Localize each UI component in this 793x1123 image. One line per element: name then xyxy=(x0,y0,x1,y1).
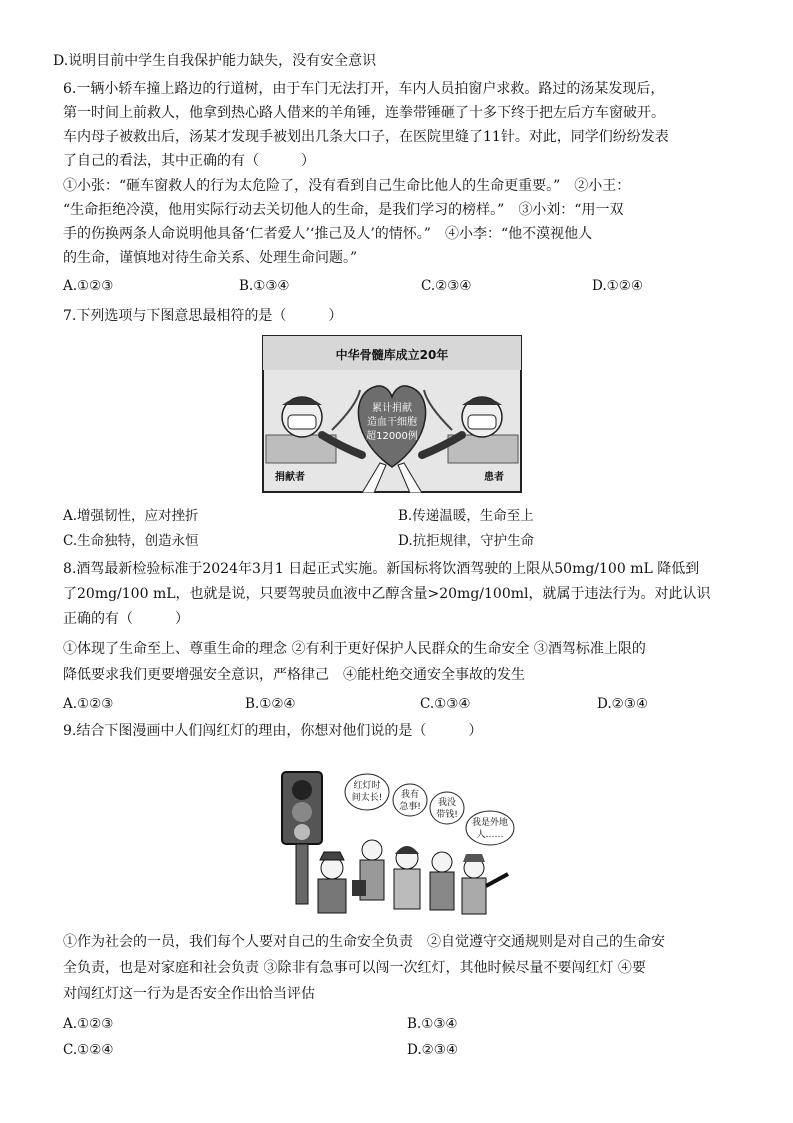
cartoon-title: 中华骨髓库成立20年 xyxy=(335,348,449,362)
q9-stem: 9.结合下图漫画中人们闯红灯的理由，你想对他们说的是（ ） xyxy=(63,723,483,739)
q6-statement-line: 的生命，谨慎地对待生命关系、处理生命问题。” xyxy=(63,250,358,266)
q7-option-d[interactable]: D.抗拒规律，守护生命 xyxy=(398,533,535,549)
svg-text:我没: 我没 xyxy=(437,798,457,808)
svg-text:急事!: 急事! xyxy=(399,802,421,812)
q6-statement-line: ①小张：“砸车窗救人的行为太危险了，没有看到自己生命比他人的生命更重要。” ②小王： xyxy=(63,178,631,194)
speech-bubble xyxy=(393,784,427,816)
q7-option-c[interactable]: C.生命独特，创造永恒 xyxy=(63,533,199,549)
q6-stem-line: 车内母子被救出后，汤某才发现手被划出几条大口子，在医院里缝了11针。对此，同学们纷纷发表 xyxy=(63,129,669,145)
q6-stem-line: 了自己的看法，其中正确的有（ ） xyxy=(63,153,315,169)
q8-stem-line: 8.酒驾最新检验标准于2024年3月1 日起正式实施。新国标将饮酒驾驶的上限从50mg/100 mL 降低到 xyxy=(63,561,700,577)
q8-statement-line: ①体现了生命至上、尊重生命的理念 ②有利于更好保护人民群众的生命安全 ③酒驾标准上限的 xyxy=(63,641,646,657)
q8-statement-line: 降低要求我们更要增强安全意识，严格律己 ④能杜绝交通安全事故的发生 xyxy=(63,667,525,683)
heart-text-line: 超12000例 xyxy=(366,431,418,442)
q8-option-b[interactable]: B.①②④ xyxy=(245,696,296,712)
svg-text:带钱!: 带钱! xyxy=(436,810,458,820)
speech-bubble xyxy=(466,811,514,845)
q8-stem-line: 了20mg/100 mL，也就是说，只要驾驶员血液中乙醇含量>20mg/100ml，就属于违法行为。对此认识 xyxy=(63,586,711,602)
svg-text:我有: 我有 xyxy=(400,790,420,800)
q6-option-b[interactable]: B.①③④ xyxy=(239,278,290,294)
q6-statement-line: “生命拒绝冷漠，他用实际行动去关切他人的生命，是我们学习的榜样。” ③小刘：“用一双 xyxy=(63,202,624,218)
q6-statement-line: 手的伤换两条人命说明他具备‘仁者爱人’‘推己及人’的情怀。” ④小李：“他不漠视他人 xyxy=(63,226,593,242)
svg-text:人……: 人…… xyxy=(476,830,504,840)
q8-option-c[interactable]: C.①③④ xyxy=(420,696,471,712)
q9-statement-line: 对闯红灯这一行为是否安全作出恰当评估 xyxy=(63,986,315,1002)
prev-question-option-d: D.说明目前中学生自我保护能力缺失，没有安全意识 xyxy=(53,53,377,69)
q8-stem-line: 正确的有（ ） xyxy=(63,611,189,627)
pedestrian-icon xyxy=(394,846,420,909)
q7-stem: 7.下列选项与下图意思最相符的是（ ） xyxy=(63,308,343,324)
q9-statement-line: 全负责，也是对家庭和社会负责 ③除非有急事可以闯一次红灯，其他时候尽量不要闯红灯 ④要 xyxy=(63,960,646,976)
q7-option-b[interactable]: B.传递温暖，生命至上 xyxy=(398,508,534,524)
q9-option-a[interactable]: A.①②③ xyxy=(63,1016,114,1032)
svg-text:间太长!: 间太长! xyxy=(351,793,383,803)
q6-option-c[interactable]: C.②③④ xyxy=(421,278,472,294)
q7-option-a[interactable]: A.增强韧性，应对挫折 xyxy=(63,508,199,524)
q8-option-d[interactable]: D.②③④ xyxy=(597,696,648,712)
q9-option-c[interactable]: C.①②④ xyxy=(63,1042,114,1058)
svg-text:我是外地: 我是外地 xyxy=(471,818,509,828)
q8-option-a[interactable]: A.①②③ xyxy=(63,696,114,712)
q6-stem-line: 第一时间上前救人，他拿到热心路人借来的羊角锤，连拳带锤砸了十多下终于把左后方车窗破开。 xyxy=(63,105,665,121)
heart-text-line: 造血干细胞 xyxy=(367,417,417,428)
q9-option-d[interactable]: D.②③④ xyxy=(407,1042,458,1058)
donor-label: 捐献者 xyxy=(275,472,305,483)
q9-option-b[interactable]: B.①③④ xyxy=(407,1016,458,1032)
red-light-cartoon xyxy=(262,750,522,918)
speech-bubble xyxy=(345,774,389,810)
q6-stem-line: 6.一辆小轿车撞上路边的行道树，由于车门无法打开，车内人员拍窗户求救。路过的汤某发现后， xyxy=(63,81,665,97)
svg-text:红灯时: 红灯时 xyxy=(353,781,381,791)
patient-label: 患者 xyxy=(484,472,504,483)
q6-option-a[interactable]: A.①②③ xyxy=(63,278,114,294)
heart-text-line: 累计捐献 xyxy=(372,403,412,414)
q6-option-d[interactable]: D.①②④ xyxy=(592,278,643,294)
q9-statement-line: ①作为社会的一员，我们每个人要对自己的生命安全负责 ②自觉遵守交通规则是对自己的生命安 xyxy=(63,934,665,950)
bone-marrow-cartoon xyxy=(262,335,522,493)
pedestrian-icon xyxy=(430,852,454,910)
speech-bubble xyxy=(430,792,464,824)
